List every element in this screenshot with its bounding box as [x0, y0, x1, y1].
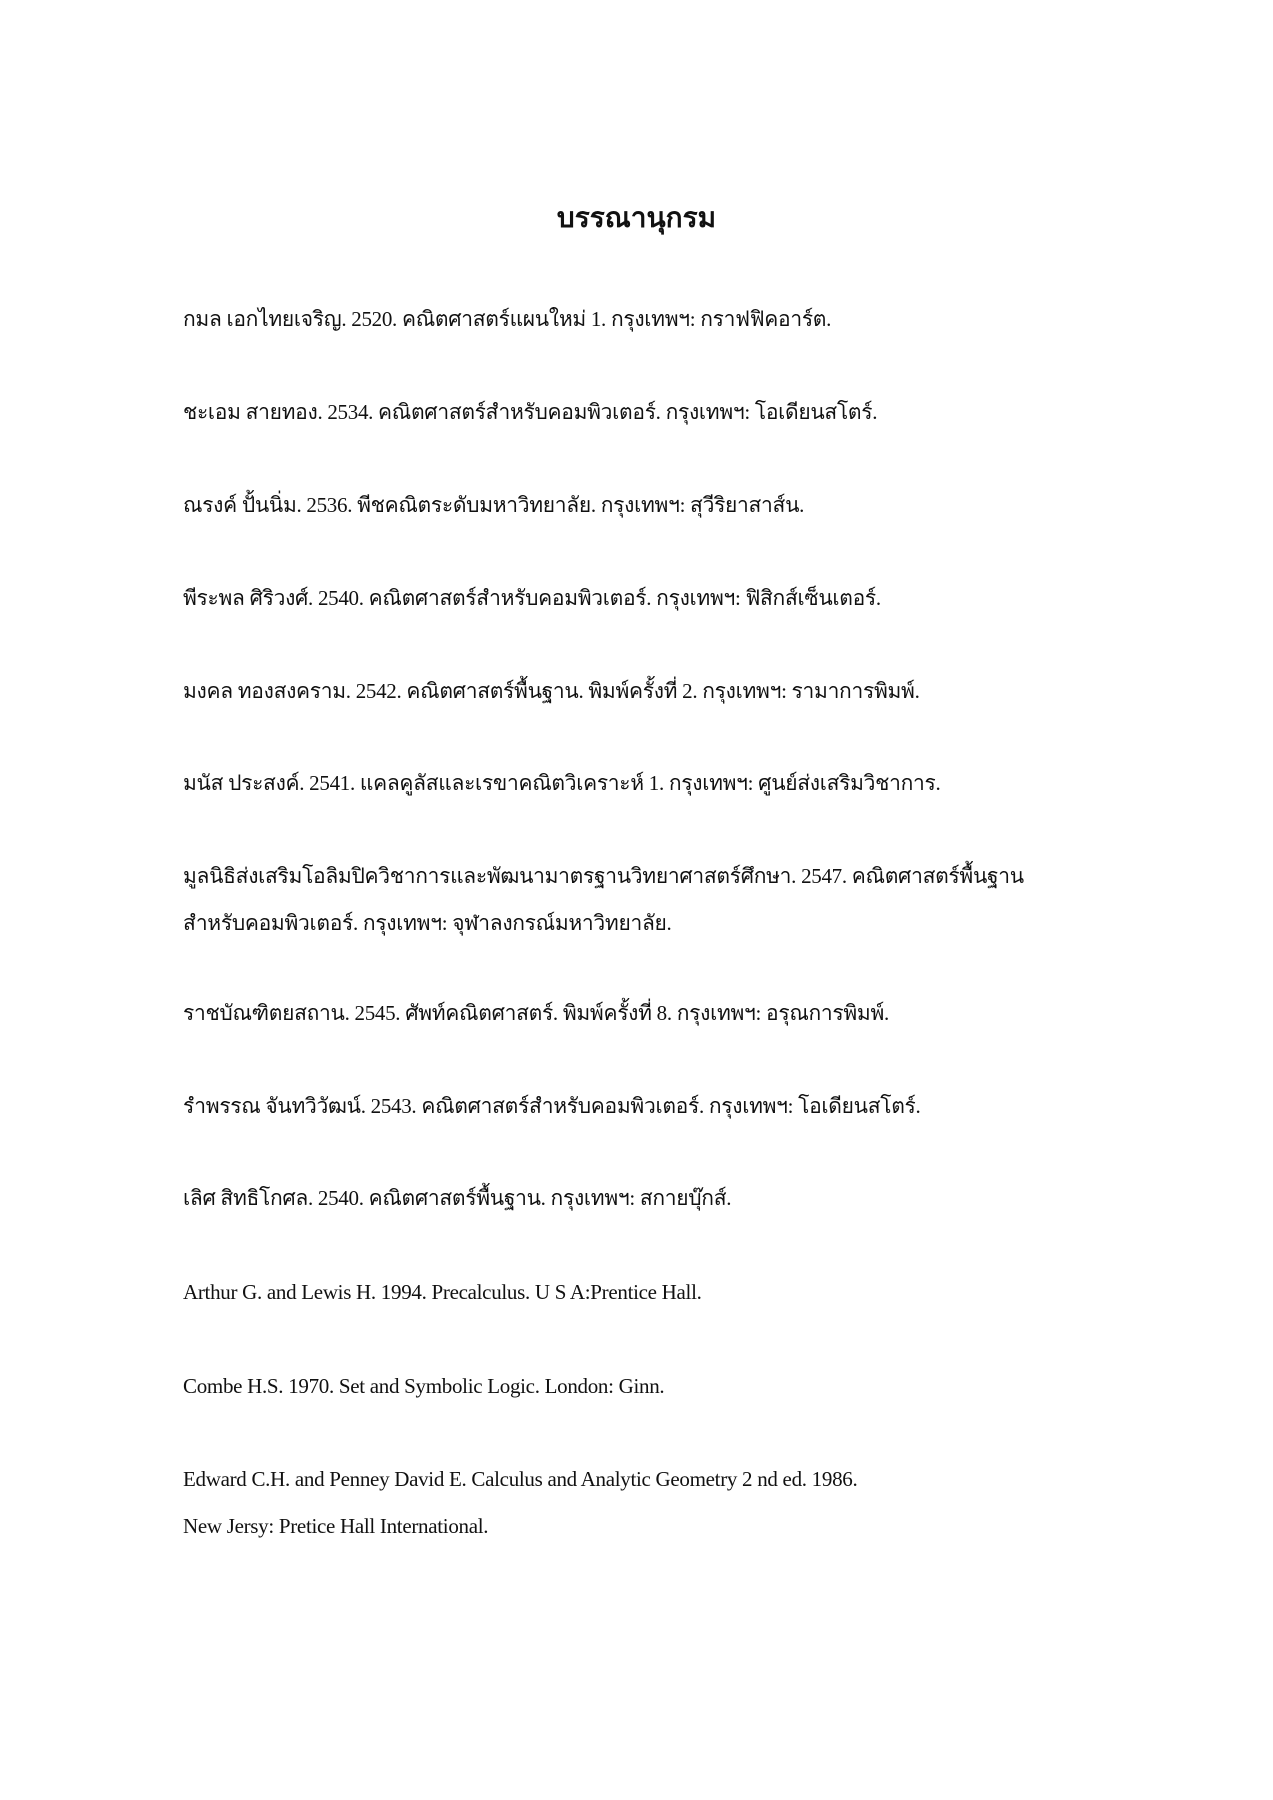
bibliography-entry: [183, 990, 889, 1037]
bibliography-entry: [183, 853, 1024, 947]
entry-line: Edward C.H. and Penney David E. Calculus and Analytic Geometry 2 nd ed. 1986.: [183, 1467, 858, 1491]
bibliography-entry: [183, 668, 920, 715]
entry-line: New Jersy: Pretice Hall International.: [183, 1514, 489, 1538]
entry-line: มงคล ทองสงคราม. 2542. คณิตศาสตร์พื้นฐาน. พิมพ์ครั้งที่ 2. กรุงเทพฯ: รามาการพิมพ์.: [183, 679, 920, 703]
bibliography-entry: [183, 1456, 857, 1550]
bibliography-entry: [183, 760, 940, 807]
entry-line: ชะเอม สายทอง. 2534. คณิตศาสตร์สำหรับคอมพิวเตอร์. กรุงเทพฯ: โอเดียนสโตร์.: [183, 400, 878, 424]
entry-line: Combe H.S. 1970. Set and Symbolic Logic. London: Ginn.: [183, 1374, 665, 1398]
bibliography-entry: [183, 389, 877, 436]
bibliography-entry: [183, 296, 831, 343]
bibliography-entry: [183, 482, 804, 529]
bibliography-entry: [183, 1363, 664, 1410]
entry-line: เลิศ สิทธิโกศล. 2540. คณิตศาสตร์พื้นฐาน. กรุงเทพฯ: สกายบุ๊กส์.: [183, 1186, 732, 1210]
bibliography-entry: [183, 1269, 702, 1316]
entry-line: พีระพล ศิริวงศ์. 2540. คณิตศาสตร์สำหรับคอมพิวเตอร์. กรุงเทพฯ: ฟิสิกส์เซ็นเตอร์.: [183, 586, 881, 610]
bibliography-entry: [183, 1175, 731, 1222]
bibliography-entry: [183, 1083, 920, 1130]
entry-line: รำพรรณ จันทวิวัฒน์. 2543. คณิตศาสตร์สำหรับคอมพิวเตอร์. กรุงเทพฯ: โอเดียนสโตร์.: [183, 1094, 921, 1118]
entry-line: กมล เอกไทยเจริญ. 2520. คณิตศาสตร์แผนใหม่ 1. กรุงเทพฯ: กราฟฟิคอาร์ต.: [183, 307, 832, 331]
entry-line: สำหรับคอมพิวเตอร์. กรุงเทพฯ: จุฬาลงกรณ์มหาวิทยาลัย.: [183, 911, 672, 935]
bibliography-entry: [183, 575, 881, 622]
entry-line: มนัส ประสงค์. 2541. แคลคูลัสและเรขาคณิตวิเคราะห์ 1. กรุงเทพฯ: ศูนย์ส่งเสริมวิชาการ.: [183, 771, 941, 795]
entry-line: Arthur G. and Lewis H. 1994. Precalculus. U S A:Prentice Hall.: [183, 1280, 702, 1304]
entry-line: มูลนิธิส่งเสริมโอลิมปิควิชาการและพัฒนามาตรฐานวิทยาศาสตร์ศึกษา. 2547. คณิตศาสตร์พื้นฐาน: [183, 864, 1024, 888]
page-title: บรรณานุกรม: [556, 203, 717, 234]
entry-line: ราชบัณฑิตยสถาน. 2545. ศัพท์คณิตศาสตร์. พิมพ์ครั้งที่ 8. กรุงเทพฯ: อรุณการพิมพ์.: [183, 1001, 889, 1025]
entry-line: ณรงค์ ปั้นนิ่ม. 2536. พีชคณิตระดับมหาวิทยาลัย. กรุงเทพฯ: สุวีริยาสาส์น.: [183, 493, 805, 517]
